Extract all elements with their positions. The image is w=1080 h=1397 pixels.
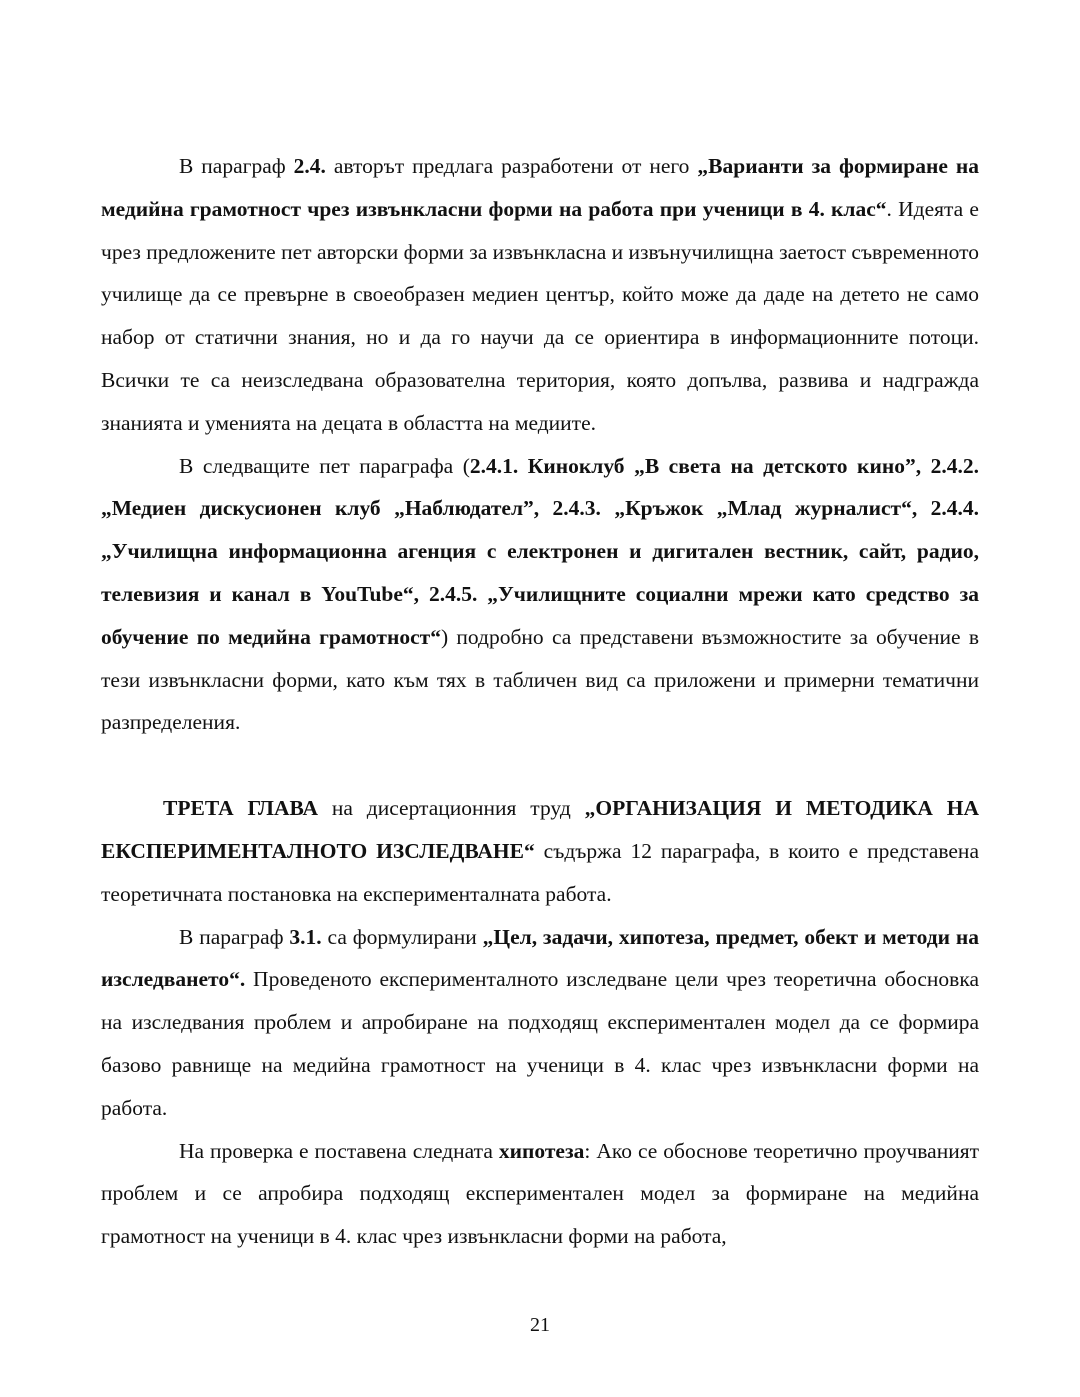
text-segment-bold: „Цел, задачи, хипотеза, предмет, обект и методи на изследването“.	[101, 924, 979, 992]
text-segment: В параграф	[179, 154, 294, 178]
text-segment-bold: „Варианти за формиране на медийна грамотност чрез извънкласни форми на работа при ученици в 4. клас“	[101, 154, 979, 221]
text-segment-bold: 3.1.	[289, 924, 322, 949]
text-segment-bold: „ОРГАНИЗАЦИЯ И МЕТОДИКА НА ЕКСПЕРИМЕНТАЛНОТО ИЗСЛЕДВАНЕ“	[101, 796, 979, 863]
text-segment: : Ако се обоснове теоретично проучваният проблем и се апробира подходящ експериментален модел за формиране на медийна грамотност на ученици в 4. клас чрез извънкласни форми на работа,	[101, 1138, 979, 1249]
text-segment: са формулирани	[321, 924, 483, 949]
text-segment-bold: 2.4.1. Киноклуб „В света на детското кино”, 2.4.2. „Медиен дискусионен клуб „Наблюдател”, 2.4.3. „Кръжок „Млад журналист“, 2.4.4. „Училищна информационна агенция с електронен и дигитален вестник, сайт, радио, телевизия и канал в YouTube“, 2.4.5. „Училищните социални мрежи като средство за обучение по медийна грамотност“	[101, 453, 979, 649]
text-segment: На проверка е поставена следната	[179, 1138, 499, 1163]
text-segment: на дисертационния труд	[317, 796, 585, 821]
page-number: 21	[530, 1314, 550, 1336]
text-segment: . Идеята е чрез предложените пет авторски форми за извънкласна и извънучилищна заетост съвременното училище да се превърне в своеобразен медиен център, който може да даде на детето не само набор от статични знания, но и да го научи да се ориентира в информационните потоци. Всички те са неизследвана образователна територия, която допълва, развива и надгражда знанията и уменията на децата в областта на медиите.	[101, 196, 979, 435]
paragraph-2-4	[101, 145, 979, 445]
paragraph-chapter-three	[101, 787, 979, 915]
text-segment: В следващите пет параграфа (	[179, 453, 470, 478]
paragraph-3-1	[101, 916, 979, 1130]
text-segment: В параграф	[179, 924, 290, 949]
text-segment: съдържа 12 параграфа, в които е представена теоретичната постановка на експерименталната работа.	[101, 838, 979, 906]
text-segment: ) подробно са представени възможностите за обучение в тези извънкласни форми, като към тях в табличен вид са приложени и примерни тематични разпределения.	[101, 624, 979, 735]
document-body	[101, 145, 979, 1258]
text-segment-bold: хипотеза	[498, 1138, 585, 1163]
text-segment: Проведеното експерименталното изследване цели чрез теоретична обосновка на изследвания проблем и апробиране на подходящ експериментален модел да се формира базово равнище на медийна грамотност на ученици в 4. клас чрез извънкласни форми на работа.	[101, 967, 979, 1120]
text-segment-bold: ТРЕТА ГЛАВА	[163, 796, 318, 821]
paragraph-hypothesis	[101, 1130, 979, 1258]
paragraph-next-five	[101, 445, 979, 745]
text-segment-bold: 2.4.	[293, 154, 326, 178]
text-segment: авторът предлага разработени от него	[325, 154, 698, 178]
